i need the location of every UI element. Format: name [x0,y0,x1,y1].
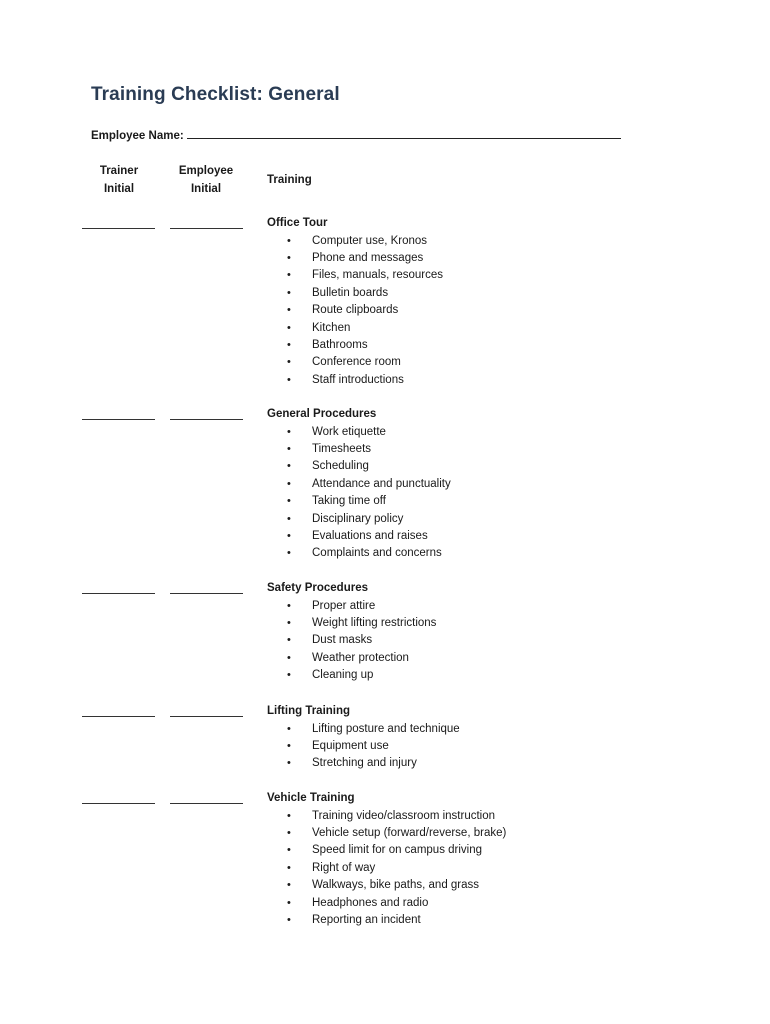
list-item-text: Right of way [312,861,376,874]
list-item-text: Speed limit for on campus driving [312,844,483,857]
list-item [287,895,506,912]
list-item [287,354,443,371]
list-item [287,493,451,510]
list-item [287,233,443,250]
employee-initial-header [168,163,244,198]
list-item-text: Walkways, bike paths, and grass [312,879,480,892]
list-item [287,650,436,667]
bullet-icon: • [287,809,291,822]
list-item [287,250,443,267]
list-item [287,285,443,302]
list-item [287,424,451,441]
list-item-text: Phone and messages [312,251,424,264]
bullet-icon: • [287,634,291,647]
bullet-icon: • [287,913,291,926]
section-item-list [287,721,460,773]
list-item-text: Bulletin boards [312,286,389,299]
list-item-text: Attendance and punctuality [312,477,451,490]
bullet-icon: • [287,442,291,455]
section-item-list [287,424,451,563]
employee-name-label: Employee Name: [91,130,184,142]
section-title: General Procedures [267,408,377,420]
bullet-icon: • [287,616,291,629]
bullet-icon: • [287,460,291,473]
list-item-text: Work etiquette [312,425,386,438]
bullet-icon: • [287,757,291,770]
bullet-icon: • [287,425,291,438]
employee-initial-line[interactable] [170,716,243,717]
bullet-icon: • [287,286,291,299]
employee-initial-line[interactable] [170,228,243,229]
trainer-initial-line[interactable] [82,419,155,420]
bullet-icon: • [287,495,291,508]
list-item [287,441,451,458]
employee-header-line1: Employee [178,165,234,177]
list-item-text: Training video/classroom instruction [312,809,496,822]
list-item-text: Evaluations and raises [312,529,428,542]
bullet-icon: • [287,373,291,386]
bullet-icon: • [287,896,291,909]
list-item-text: Lifting posture and technique [312,722,460,735]
bullet-icon: • [287,338,291,351]
list-item-text: Stretching and injury [312,757,417,770]
list-item [287,860,506,877]
bullet-icon: • [287,722,291,735]
list-item-text: Conference room [312,356,401,369]
employee-initial-line[interactable] [170,803,243,804]
list-item-text: Reporting an incident [312,913,421,926]
list-item-text: Kitchen [312,321,351,334]
trainer-header-line2: Initial [103,182,135,195]
section-item-list [287,808,506,930]
trainer-initial-header [82,163,156,198]
trainer-initial-line[interactable] [82,593,155,594]
list-item [287,667,436,684]
list-item-text: Equipment use [312,739,389,752]
list-item-text: Cleaning up [312,669,374,682]
training-header: Training [267,174,312,186]
list-item-text: Files, manuals, resources [312,269,444,282]
section-title: Office Tour [267,217,328,229]
bullet-icon: • [287,321,291,334]
list-item [287,825,506,842]
employee-initial-line[interactable] [170,419,243,420]
bullet-icon: • [287,669,291,682]
list-item-text: Vehicle setup (forward/reverse, brake) [312,826,507,839]
section-item-list [287,598,436,685]
list-item [287,632,436,649]
bullet-icon: • [287,512,291,525]
list-item-text: Staff introductions [312,373,404,386]
trainer-header-line1: Trainer [99,165,139,177]
list-item-text: Weather protection [312,651,409,664]
section-item-list [287,233,443,390]
bullet-icon: • [287,234,291,247]
list-item [287,598,436,615]
bullet-icon: • [287,739,291,752]
employee-header-line2: Initial [190,182,222,195]
employee-name-row [91,128,621,142]
list-item [287,545,451,562]
bullet-icon: • [287,356,291,369]
list-item-text: Dust masks [312,634,373,647]
bullet-icon: • [287,251,291,264]
employee-name-field[interactable] [187,128,621,139]
list-item [287,721,460,738]
bullet-icon: • [287,879,291,892]
bullet-icon: • [287,861,291,874]
trainer-initial-line[interactable] [82,716,155,717]
page-title: Training Checklist: General [91,84,340,105]
list-item [287,738,460,755]
list-item [287,511,451,528]
employee-initial-line[interactable] [170,593,243,594]
bullet-icon: • [287,826,291,839]
list-item-text: Complaints and concerns [312,547,442,560]
bullet-icon: • [287,269,291,282]
trainer-initial-line[interactable] [82,228,155,229]
list-item-text: Timesheets [312,442,372,455]
bullet-icon: • [287,477,291,490]
list-item [287,615,436,632]
section-title: Lifting Training [267,705,351,717]
bullet-icon: • [287,547,291,560]
list-item [287,528,451,545]
list-item-text: Disciplinary policy [312,512,404,525]
bullet-icon: • [287,844,291,857]
list-item [287,476,451,493]
section-title: Vehicle Training [267,792,355,804]
list-item-text: Computer use, Kronos [312,234,428,247]
list-item [287,458,451,475]
list-item [287,337,443,354]
list-item [287,320,443,337]
list-item [287,267,443,284]
trainer-initial-line[interactable] [82,803,155,804]
bullet-icon: • [287,651,291,664]
list-item-text: Weight lifting restrictions [312,616,437,629]
bullet-icon: • [287,304,291,317]
list-item-text: Bathrooms [312,338,368,351]
bullet-icon: • [287,529,291,542]
list-item [287,842,506,859]
list-item-text: Scheduling [312,460,369,473]
list-item-text: Taking time off [312,495,386,508]
bullet-icon: • [287,599,291,612]
list-item [287,808,506,825]
list-item [287,372,443,389]
list-item-text: Proper attire [312,599,376,612]
list-item-text: Route clipboards [312,304,399,317]
list-item [287,877,506,894]
list-item-text: Headphones and radio [312,896,429,909]
section-title: Safety Procedures [267,582,368,594]
list-item [287,912,506,929]
list-item [287,302,443,319]
list-item [287,755,460,772]
